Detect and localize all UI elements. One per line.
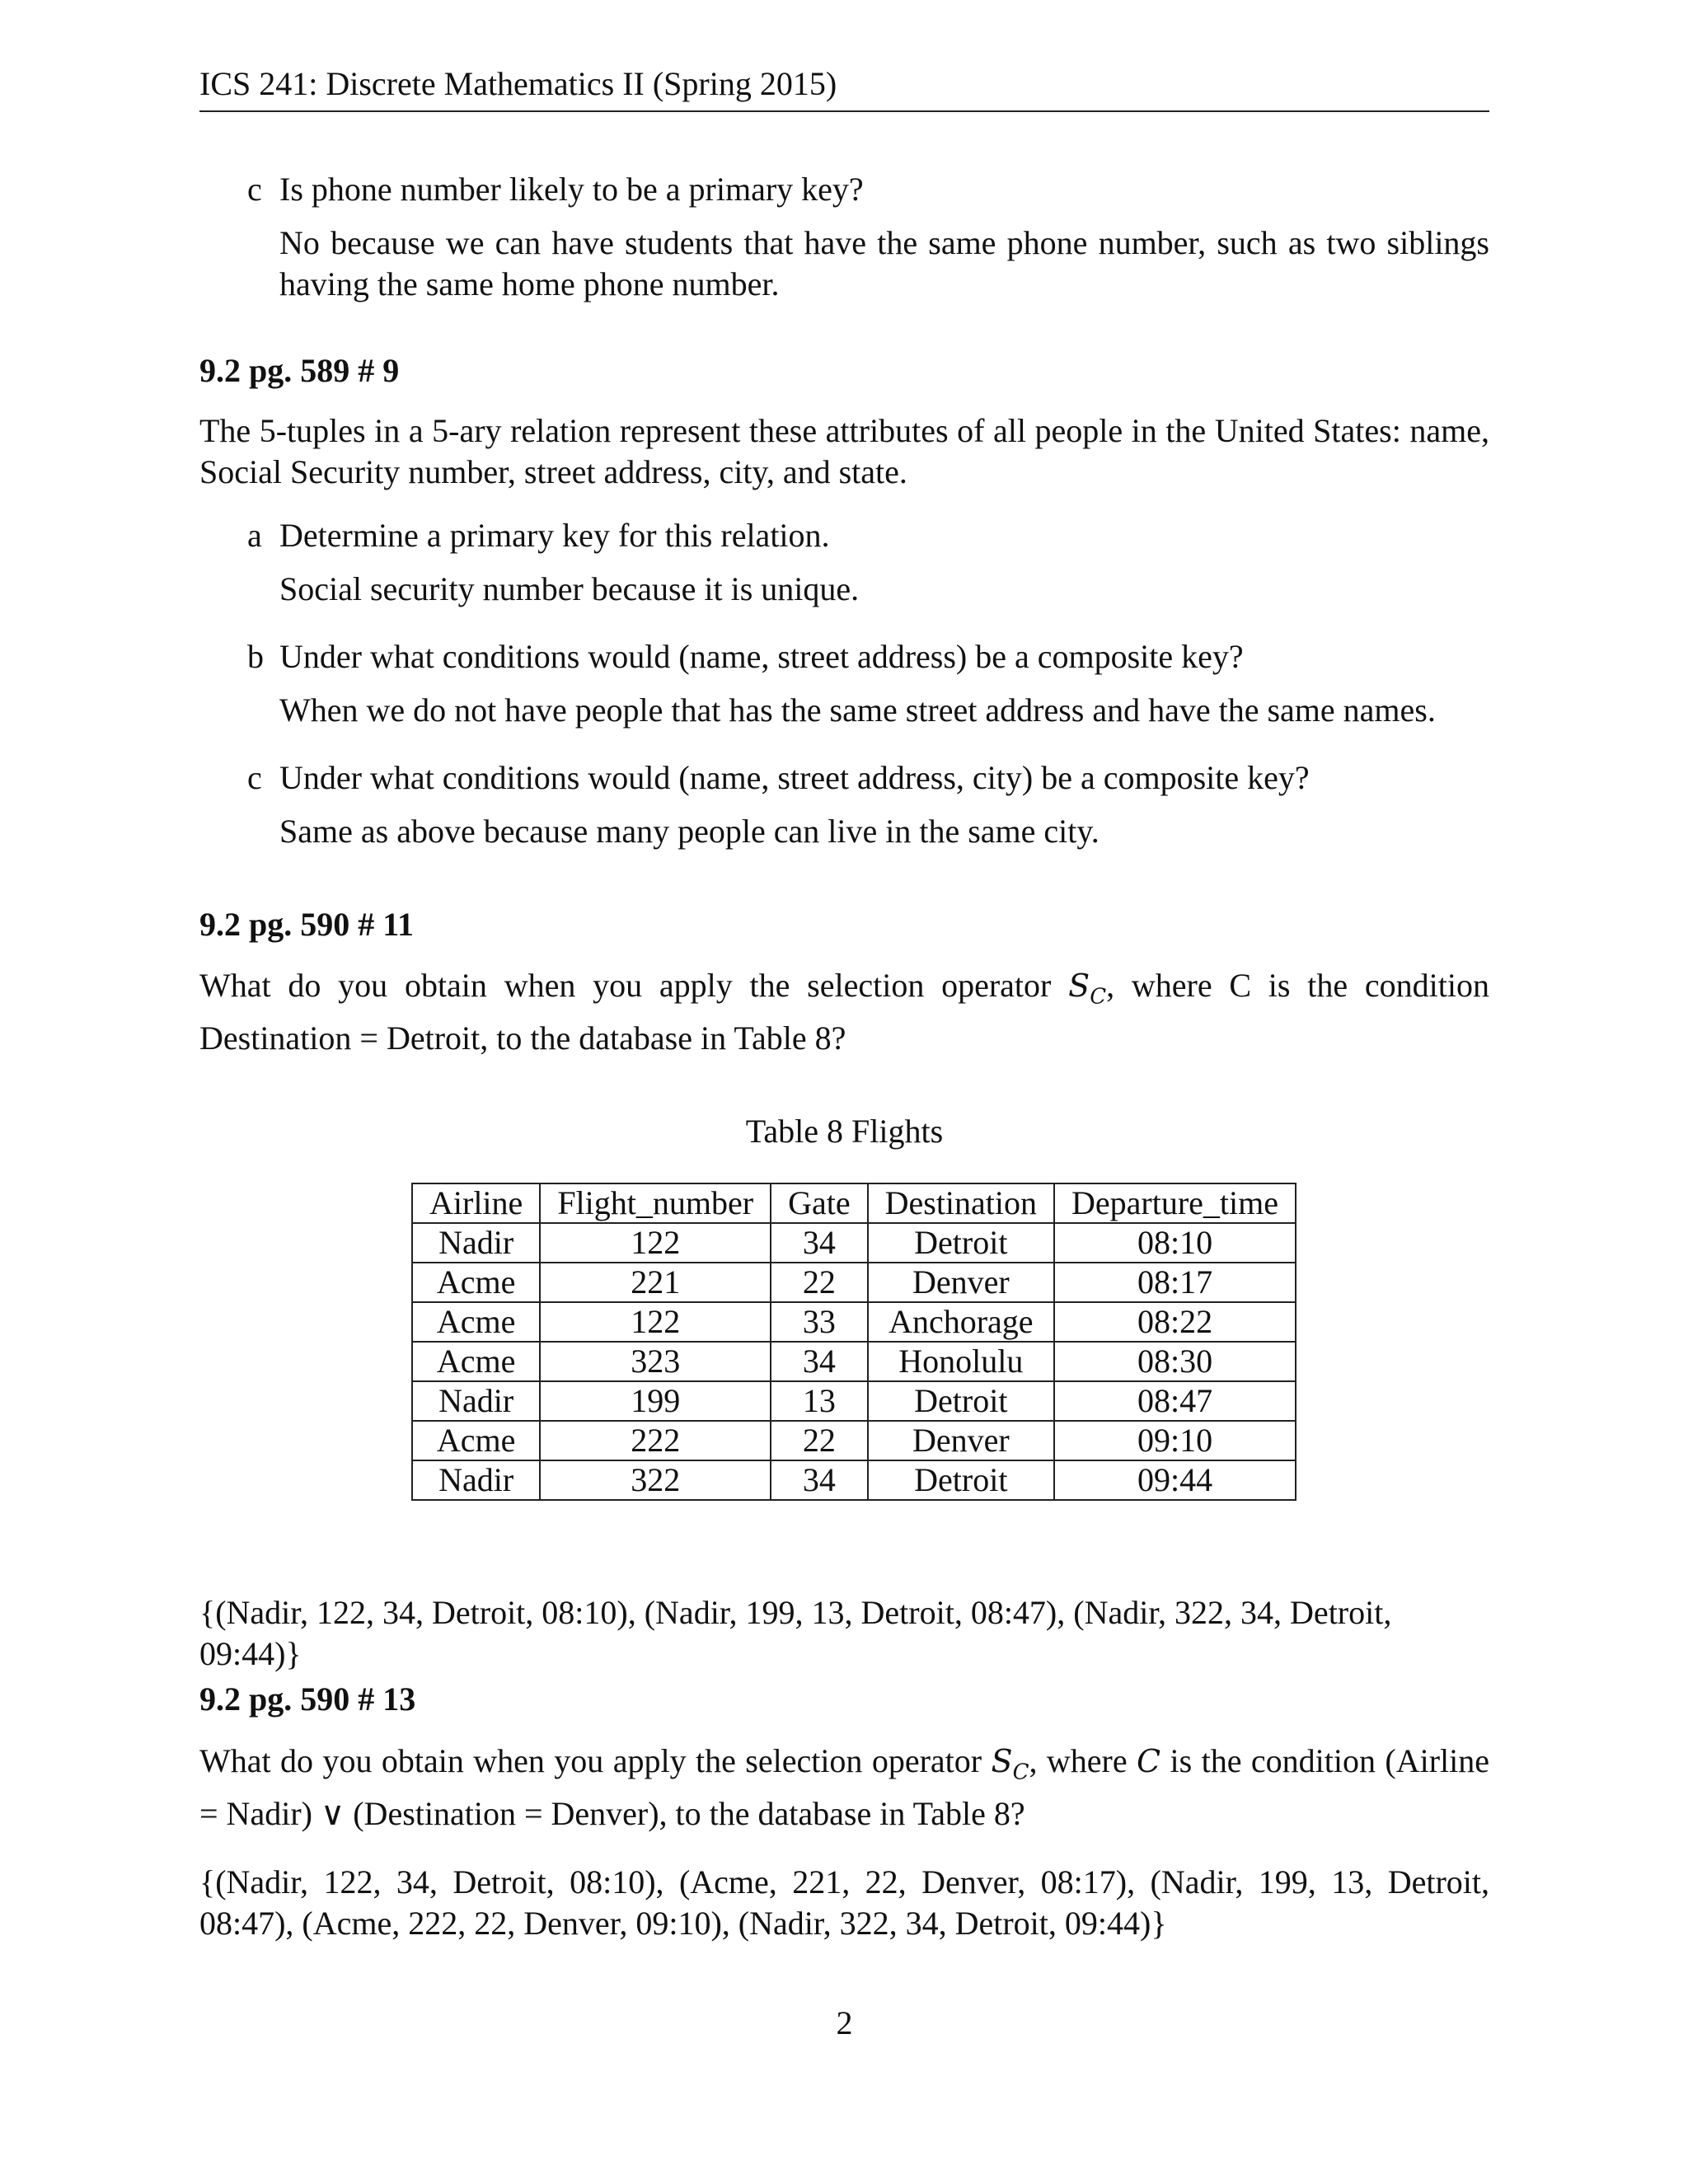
condition-variable: C: [1137, 1743, 1161, 1779]
table-row: [412, 1381, 1296, 1421]
table-cell: 08:47: [1054, 1381, 1296, 1421]
table-cell: Anchorage: [868, 1302, 1054, 1342]
table-cell: 08:17: [1054, 1263, 1296, 1302]
column-header: Airline: [412, 1183, 540, 1223]
table-cell: 09:44: [1054, 1460, 1296, 1500]
table-header-row: [412, 1183, 1296, 1223]
part-question: Under what conditions would (name, street address, city) be a composite key?: [279, 759, 1310, 796]
table-cell: 33: [771, 1302, 868, 1342]
table-cell: 09:10: [1054, 1421, 1296, 1460]
part-answer: No because we can have students that have the same phone number, such as two siblings having the same home phone number.: [279, 224, 1489, 302]
table-cell: Acme: [412, 1263, 540, 1302]
table-cell: 322: [540, 1460, 771, 1500]
selection-operator: $S_C$: [991, 1743, 1029, 1785]
answer-set: {(Nadir, 122, 34, Detroit, 08:10), (Nadir, 199, 13, Detroit, 08:47), (Nadir, 322, 34, Detroit, 09:44)}: [199, 1594, 1392, 1672]
table-cell: Detroit: [868, 1460, 1054, 1500]
part-label: a: [247, 517, 262, 554]
selection-operator: $S_C$: [1068, 968, 1107, 1010]
running-header: ICS 241: Discrete Mathematics II (Spring 2015): [199, 64, 1489, 112]
part-question: Under what conditions would (name, street address) be a composite key?: [279, 638, 1244, 675]
table-cell: 221: [540, 1263, 771, 1302]
table-cell: 22: [771, 1263, 868, 1302]
problem-heading: 9.2 pg. 590 # 13: [199, 1680, 416, 1718]
table-row: [412, 1342, 1296, 1381]
table-cell: Denver: [868, 1421, 1054, 1460]
problem-intro: The 5-tuples in a 5-ary relation represent these attributes of all people in the United States: name, Social Security number, street address, city, and state.: [199, 412, 1489, 490]
table-cell: 199: [540, 1381, 771, 1421]
table-cell: Detroit: [868, 1381, 1054, 1421]
table-cell: 13: [771, 1381, 868, 1421]
table-row: [412, 1223, 1296, 1263]
table-cell: 34: [771, 1460, 868, 1500]
column-header: Flight_number: [540, 1183, 771, 1223]
flights-table: [411, 1183, 1296, 1501]
problem-question: What do you obtain when you apply the selection operator $S_C$, where C is the condition Destination = Detroit, to the database in Table 8?: [199, 967, 1489, 1057]
table-cell: Acme: [412, 1421, 540, 1460]
table-cell: 08:30: [1054, 1342, 1296, 1381]
table-row: [412, 1460, 1296, 1500]
table-cell: Nadir: [412, 1381, 540, 1421]
part-label: b: [247, 638, 264, 675]
problem-heading: 9.2 pg. 590 # 11: [199, 906, 415, 943]
answer-set: {(Nadir, 122, 34, Detroit, 08:10), (Acme, 221, 22, Denver, 08:17), (Nadir, 199, 13, Detroit, 08:47), (Acme, 222, 22, Denver, 09:10), (Nadir, 322, 34, Detroit, 09:44)}: [199, 1863, 1489, 1942]
table-cell: 08:22: [1054, 1302, 1296, 1342]
table-cell: 22: [771, 1421, 868, 1460]
part-answer: When we do not have people that has the same street address and have the same names.: [279, 691, 1436, 729]
table-row: [412, 1302, 1296, 1342]
part-question: Is phone number likely to be a primary key?: [279, 171, 864, 208]
problem-heading: 9.2 pg. 589 # 9: [199, 352, 400, 389]
table-cell: Denver: [868, 1263, 1054, 1302]
table-cell: Acme: [412, 1302, 540, 1342]
part-answer: Social security number because it is unique.: [279, 570, 860, 607]
table-cell: 34: [771, 1342, 868, 1381]
column-header: Departure_time: [1054, 1183, 1296, 1223]
table-cell: Nadir: [412, 1223, 540, 1263]
table-cell: 34: [771, 1223, 868, 1263]
table-cell: 122: [540, 1223, 771, 1263]
table-cell: Detroit: [868, 1223, 1054, 1263]
part-label: c: [247, 759, 262, 796]
part-answer: Same as above because many people can live in the same city.: [279, 813, 1100, 850]
table-cell: Nadir: [412, 1460, 540, 1500]
part-question: Determine a primary key for this relation.: [279, 517, 830, 554]
table-row: [412, 1263, 1296, 1302]
problem-question: What do you obtain when you apply the selection operator $S_C$, where C is the condition (Airline = Nadir) ∨ (Destination = Denver), to the database in Table 8?: [199, 1742, 1490, 1832]
table-cell: 222: [540, 1421, 771, 1460]
page-number: 2: [836, 2004, 853, 2041]
table-row: [412, 1421, 1296, 1460]
table-cell: Honolulu: [868, 1342, 1054, 1381]
part-label: c: [247, 171, 262, 208]
column-header: Destination: [868, 1183, 1054, 1223]
table-cell: Acme: [412, 1342, 540, 1381]
table-cell: 122: [540, 1302, 771, 1342]
column-header: Gate: [771, 1183, 868, 1223]
table-cell: 323: [540, 1342, 771, 1381]
table-cell: 08:10: [1054, 1223, 1296, 1263]
table-caption: Table 8 Flights: [745, 1113, 944, 1150]
